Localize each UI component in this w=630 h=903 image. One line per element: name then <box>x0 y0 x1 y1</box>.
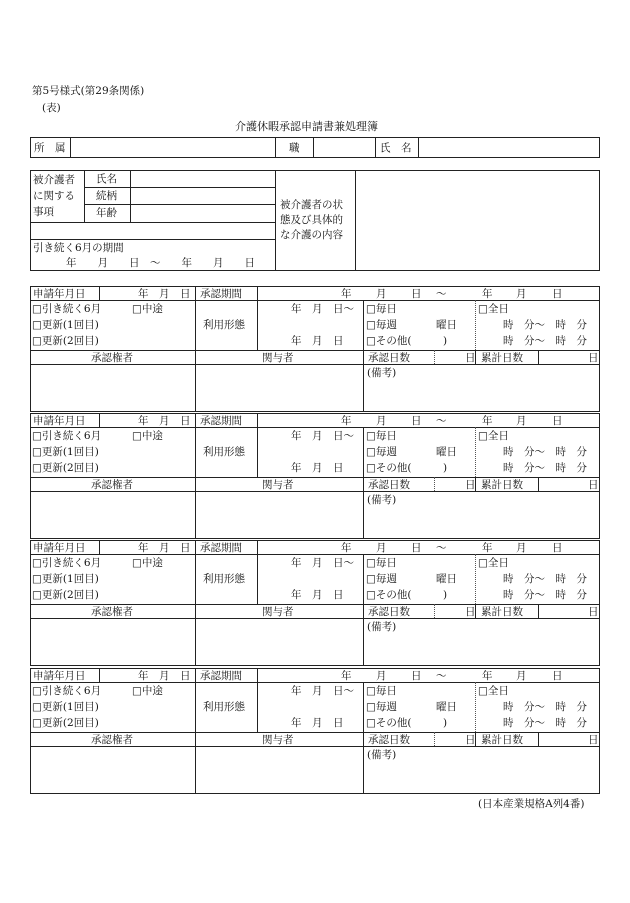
usage-all-day: □全日 <box>478 303 509 315</box>
approval-to-month: 月 <box>516 670 527 682</box>
usage-other: □その他( ) <box>366 717 448 729</box>
usage-form-label: 利用形態 <box>203 446 245 458</box>
grid-line <box>30 732 600 733</box>
approver-label: 承認権者 <box>91 606 133 618</box>
usage-time-range-2: 時 分～ 時 分 <box>503 589 587 601</box>
usage-date-from: 年 月 日～ <box>291 303 354 315</box>
usage-form-label: 利用形態 <box>203 701 245 713</box>
involved-field[interactable] <box>198 621 361 664</box>
usage-weekly: □毎週 <box>366 573 397 585</box>
grid-line <box>434 350 435 364</box>
approval-from-day: 日 <box>411 415 422 427</box>
approval-to-month: 月 <box>516 542 527 554</box>
affiliation-field[interactable] <box>74 141 274 155</box>
check-continue-6months: □引き続く6月 <box>32 303 102 315</box>
approval-from-year: 年 <box>341 415 352 427</box>
usage-date-to: 年 月 日 <box>291 335 344 347</box>
care-recipient-label-1: 被介護者 <box>33 174 75 186</box>
approval-period-tilde: ～ <box>436 542 447 554</box>
cumulative-days-label: 累計日数 <box>481 734 523 746</box>
check-continue-6months: □引き続く6月 <box>32 430 102 442</box>
cumulative-days-unit: 日 <box>588 734 599 746</box>
grid-line <box>195 477 196 539</box>
remarks-field[interactable] <box>366 507 598 537</box>
recipient-name-label: 氏名 <box>96 173 117 185</box>
remarks-field[interactable] <box>366 762 598 792</box>
check-continue-6months: □引き続く6月 <box>32 685 102 697</box>
grid-line <box>434 477 435 491</box>
grid-line <box>30 477 600 478</box>
grid-line <box>30 682 600 683</box>
grid-line <box>195 300 196 350</box>
approval-period-label: 承認期間 <box>200 542 242 554</box>
grid-line <box>30 364 600 365</box>
grid-line <box>475 300 476 350</box>
apply-date-value: 年 月 日 <box>138 670 191 682</box>
usage-weekday: 曜日 <box>436 319 457 331</box>
condition-field[interactable] <box>358 173 596 267</box>
usage-all-day: □全日 <box>478 685 509 697</box>
approved-days-label: 承認日数 <box>368 352 410 364</box>
cumulative-days-label: 累計日数 <box>481 352 523 364</box>
form-number: 第5号様式(第29条関係) <box>32 85 145 97</box>
approval-from-day: 日 <box>411 670 422 682</box>
usage-weekly: □毎週 <box>366 446 397 458</box>
involved-field[interactable] <box>198 494 361 537</box>
check-renew-2nd: □更新(2回目) <box>32 335 99 347</box>
check-midway: □中途 <box>132 430 163 442</box>
grid-line <box>195 427 196 477</box>
approval-period-label: 承認期間 <box>200 415 242 427</box>
grid-line <box>195 413 196 427</box>
usage-daily: □毎日 <box>366 430 397 442</box>
remarks-field[interactable] <box>366 380 598 410</box>
usage-time-range-2: 時 分～ 時 分 <box>503 717 587 729</box>
grid-line <box>257 668 258 682</box>
grid-line <box>195 540 196 554</box>
grid-line <box>195 350 196 412</box>
approval-from-month: 月 <box>376 542 387 554</box>
approval-to-year: 年 <box>482 542 493 554</box>
usage-other: □その他( ) <box>366 589 448 601</box>
grid-line <box>538 477 539 491</box>
grid-line <box>257 554 258 604</box>
approval-period-label: 承認期間 <box>200 670 242 682</box>
usage-weekday: 曜日 <box>436 701 457 713</box>
grid-line <box>195 604 196 666</box>
approval-from-day: 日 <box>411 288 422 300</box>
check-renew-1st: □更新(1回目) <box>32 573 99 585</box>
check-midway: □中途 <box>132 303 163 315</box>
care-recipient-label-3: 事項 <box>33 206 54 218</box>
grid-line <box>30 604 600 605</box>
involved-label: 関与者 <box>262 352 294 364</box>
approval-from-month: 月 <box>376 288 387 300</box>
grid-line <box>30 554 600 555</box>
approval-from-year: 年 <box>341 542 352 554</box>
approval-from-day: 日 <box>411 542 422 554</box>
remarks-field[interactable] <box>366 634 598 664</box>
usage-time-range-1: 時 分～ 時 分 <box>503 446 587 458</box>
approved-days-unit: 日 <box>465 606 476 618</box>
grid-line <box>99 413 100 427</box>
approver-field[interactable] <box>33 749 193 792</box>
apply-date-value: 年 月 日 <box>138 542 191 554</box>
grid-line <box>30 491 600 492</box>
grid-line <box>475 427 476 477</box>
apply-date-value: 年 月 日 <box>138 288 191 300</box>
grid-line <box>475 682 476 732</box>
grid-line <box>363 554 364 604</box>
apply-date-value: 年 月 日 <box>138 415 191 427</box>
approval-period-tilde: ～ <box>436 415 447 427</box>
usage-time-range-2: 時 分～ 時 分 <box>503 462 587 474</box>
cumulative-days-label: 累計日数 <box>481 606 523 618</box>
apply-date-label: 申請年月日 <box>33 670 86 682</box>
grid-line <box>434 604 435 618</box>
usage-date-to: 年 月 日 <box>291 462 344 474</box>
affiliation-label: 所 属 <box>34 142 66 154</box>
recipient-name-field[interactable] <box>134 172 272 185</box>
usage-time-range-1: 時 分～ 時 分 <box>503 701 587 713</box>
approval-to-month: 月 <box>516 288 527 300</box>
recipient-age-field[interactable] <box>134 206 272 220</box>
apply-date-label: 申請年月日 <box>33 542 86 554</box>
page-title: 介護休暇承認申請書兼処理簿 <box>235 120 378 133</box>
grid-line <box>99 668 100 682</box>
grid-line <box>195 682 196 732</box>
usage-weekly: □毎週 <box>366 701 397 713</box>
grid-line <box>538 732 539 746</box>
name-label: 氏 名 <box>380 142 412 154</box>
usage-weekday: 曜日 <box>436 446 457 458</box>
check-midway: □中途 <box>132 685 163 697</box>
involved-label: 関与者 <box>262 479 294 491</box>
grid-line <box>363 427 364 477</box>
approved-days-label: 承認日数 <box>368 479 410 491</box>
grid-line <box>30 618 600 619</box>
grid-line <box>363 350 364 412</box>
grid-line <box>257 300 258 350</box>
grid-line <box>257 427 258 477</box>
usage-other: □その他( ) <box>366 462 448 474</box>
grid-line <box>363 477 364 539</box>
grid-line <box>475 554 476 604</box>
involved-field[interactable] <box>198 367 361 410</box>
approver-label: 承認権者 <box>91 734 133 746</box>
approved-days-label: 承認日数 <box>368 734 410 746</box>
period-value: 年 月 日 ～ 年 月 日 <box>66 257 255 269</box>
grid-line <box>363 682 364 732</box>
apply-date-label: 申請年月日 <box>33 415 86 427</box>
grid-line <box>195 668 196 682</box>
grid-line <box>257 540 258 554</box>
approval-to-year: 年 <box>482 288 493 300</box>
recipient-relation-field[interactable] <box>134 189 272 202</box>
approval-period-tilde: ～ <box>436 670 447 682</box>
usage-form-label: 利用形態 <box>203 573 245 585</box>
grid-line <box>363 732 364 794</box>
approved-days-unit: 日 <box>465 352 476 364</box>
grid-line <box>538 604 539 618</box>
cumulative-days-unit: 日 <box>588 352 599 364</box>
condition-label-3: な介護の内容 <box>280 229 343 241</box>
remarks-label: (備考) <box>367 494 397 506</box>
grid-line <box>30 427 600 428</box>
recipient-age-label: 年齢 <box>96 207 117 219</box>
grid-line <box>257 413 258 427</box>
check-continue-6months: □引き続く6月 <box>32 557 102 569</box>
involved-field[interactable] <box>198 749 361 792</box>
approval-from-year: 年 <box>341 288 352 300</box>
grid-line <box>195 554 196 604</box>
grid-line <box>195 732 196 794</box>
condition-label-1: 被介護者の状 <box>280 199 343 211</box>
usage-other: □その他( ) <box>366 335 448 347</box>
remarks-label: (備考) <box>367 749 397 761</box>
check-renew-2nd: □更新(2回目) <box>32 717 99 729</box>
usage-time-range-1: 時 分～ 時 分 <box>503 573 587 585</box>
remarks-label: (備考) <box>367 367 397 379</box>
usage-all-day: □全日 <box>478 430 509 442</box>
usage-all-day: □全日 <box>478 557 509 569</box>
check-renew-2nd: □更新(2回目) <box>32 589 99 601</box>
approval-from-month: 月 <box>376 670 387 682</box>
recipient-relation-label: 続柄 <box>96 190 117 202</box>
approver-field[interactable] <box>33 494 193 537</box>
period-label: 引き続く6月の期間 <box>33 242 124 254</box>
check-midway: □中途 <box>132 557 163 569</box>
usage-date-from: 年 月 日～ <box>291 685 354 697</box>
usage-daily: □毎日 <box>366 303 397 315</box>
approval-to-month: 月 <box>516 415 527 427</box>
grid-line <box>363 300 364 350</box>
grid-line <box>257 682 258 732</box>
approval-to-day: 日 <box>552 288 563 300</box>
cumulative-days-unit: 日 <box>588 479 599 491</box>
approved-days-label: 承認日数 <box>368 606 410 618</box>
grid-line <box>99 540 100 554</box>
check-renew-1st: □更新(1回目) <box>32 319 99 331</box>
grid-line <box>363 604 364 666</box>
usage-date-to: 年 月 日 <box>291 589 344 601</box>
approver-label: 承認権者 <box>91 479 133 491</box>
approved-days-unit: 日 <box>465 734 476 746</box>
check-renew-1st: □更新(1回目) <box>32 446 99 458</box>
involved-label: 関与者 <box>262 606 294 618</box>
approval-period-tilde: ～ <box>436 288 447 300</box>
cumulative-days-unit: 日 <box>588 606 599 618</box>
approval-to-year: 年 <box>482 670 493 682</box>
name-field[interactable] <box>422 141 598 155</box>
cumulative-days-label: 累計日数 <box>481 479 523 491</box>
grid-line <box>538 350 539 364</box>
remarks-label: (備考) <box>367 621 397 633</box>
approved-days-unit: 日 <box>465 479 476 491</box>
check-renew-2nd: □更新(2回目) <box>32 462 99 474</box>
usage-weekly: □毎週 <box>366 319 397 331</box>
usage-time-range-2: 時 分～ 時 分 <box>503 335 587 347</box>
approval-to-day: 日 <box>552 542 563 554</box>
approver-field[interactable] <box>33 367 193 410</box>
approval-period-label: 承認期間 <box>200 288 242 300</box>
usage-daily: □毎日 <box>366 557 397 569</box>
approver-field[interactable] <box>33 621 193 664</box>
usage-weekday: 曜日 <box>436 573 457 585</box>
care-recipient-label-2: に関する <box>33 190 75 202</box>
usage-date-to: 年 月 日 <box>291 717 344 729</box>
condition-label-2: 態及び具体的 <box>280 214 343 226</box>
grid-line <box>30 300 600 301</box>
approval-from-year: 年 <box>341 670 352 682</box>
grid-line <box>30 746 600 747</box>
grid-line <box>195 286 196 300</box>
usage-date-from: 年 月 日～ <box>291 430 354 442</box>
usage-daily: □毎日 <box>366 685 397 697</box>
approval-from-month: 月 <box>376 415 387 427</box>
approval-to-day: 日 <box>552 670 563 682</box>
approver-label: 承認権者 <box>91 352 133 364</box>
check-renew-1st: □更新(1回目) <box>32 701 99 713</box>
approval-to-year: 年 <box>482 415 493 427</box>
grid-line <box>99 286 100 300</box>
position-field[interactable] <box>317 141 373 155</box>
grid-line <box>434 732 435 746</box>
position-label: 職 <box>289 142 300 154</box>
form-side: (表) <box>42 102 61 114</box>
grid-line <box>257 286 258 300</box>
grid-line <box>30 350 600 351</box>
involved-label: 関与者 <box>262 734 294 746</box>
apply-date-label: 申請年月日 <box>33 288 86 300</box>
usage-date-from: 年 月 日～ <box>291 557 354 569</box>
usage-form-label: 利用形態 <box>203 319 245 331</box>
usage-time-range-1: 時 分～ 時 分 <box>503 319 587 331</box>
approval-to-day: 日 <box>552 415 563 427</box>
paper-standard: (日本産業規格A列4番) <box>478 798 585 810</box>
